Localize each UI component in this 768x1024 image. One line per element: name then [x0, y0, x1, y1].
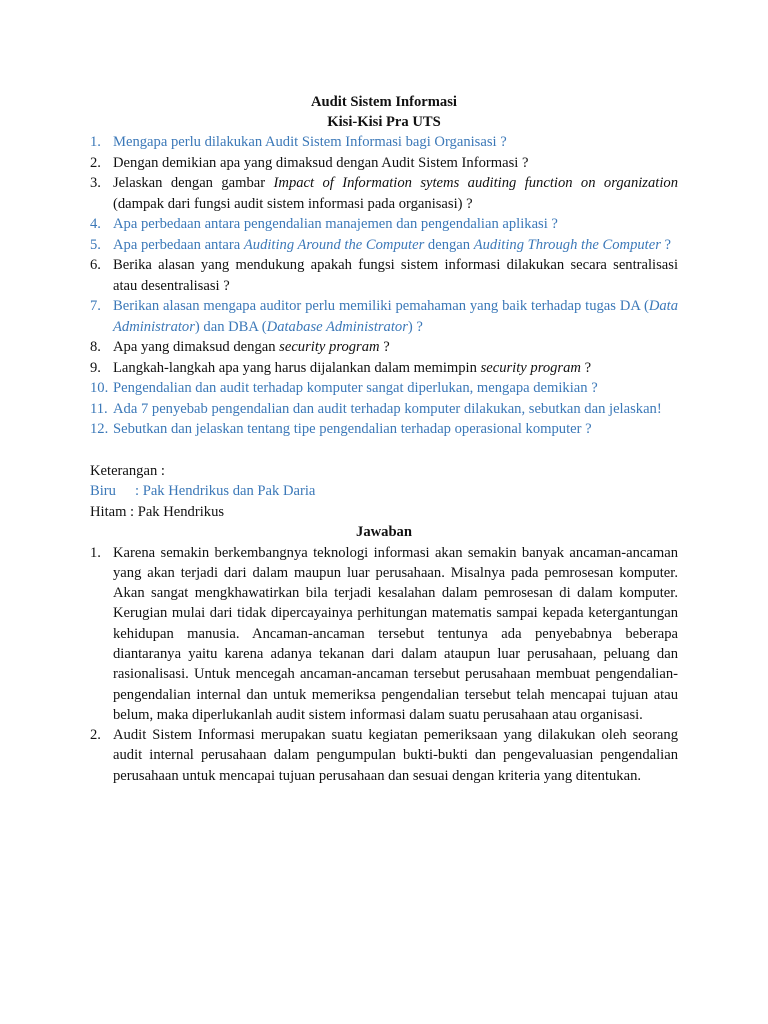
question-text: Apa yang dimaksud dengan	[113, 339, 280, 355]
question-text: ?	[379, 339, 390, 355]
question-text: security program	[279, 339, 380, 355]
question-number: 8.	[90, 339, 101, 355]
question-text: dengan	[424, 236, 474, 253]
question-number: 4.	[90, 216, 101, 232]
question-text: Sebutkan dan jelaskan tentang tipe pengendalian terhadap operasional komputer ?	[113, 421, 592, 437]
legend-black-value: : Pak Hendrikus	[130, 503, 225, 520]
question-text: Data Administrator	[113, 298, 678, 335]
question-item	[90, 173, 678, 214]
answer-item	[90, 725, 678, 786]
legend-blue-key: Biru	[90, 483, 116, 499]
question-item	[90, 358, 678, 379]
question-text: Auditing Around the Computer	[243, 236, 425, 253]
question-number: 5.	[90, 236, 101, 253]
answer-number: 2.	[90, 727, 101, 744]
question-number: 2.	[90, 154, 101, 171]
legend-heading: Keterangan :	[90, 462, 165, 479]
legend-blue-row	[90, 481, 678, 502]
question-item	[90, 153, 678, 174]
legend-black-row	[90, 502, 678, 523]
question-number: 12.	[90, 421, 109, 437]
question-item	[90, 337, 678, 358]
question-text: ) ?	[407, 318, 423, 335]
document-subtitle: Kisi-Kisi Pra UTS	[327, 114, 441, 130]
question-item	[90, 296, 678, 337]
question-text: Berikan alasan mengapa auditor perlu memiliki pemahaman yang baik terhadap tugas DA (	[113, 298, 649, 314]
question-item	[90, 399, 678, 420]
question-text: security program	[480, 359, 581, 376]
question-item	[90, 235, 678, 256]
answer-list	[90, 543, 678, 787]
question-list	[90, 132, 678, 440]
question-number: 1.	[90, 134, 101, 150]
question-text: Auditing Through the Computer	[473, 236, 661, 253]
legend-black-key: Hitam	[90, 503, 127, 520]
question-number: 6.	[90, 257, 101, 273]
question-text: Apa perbedaan antara pengendalian manajemen dan pengendalian aplikasi ?	[113, 216, 558, 232]
question-item	[90, 419, 678, 440]
question-item	[90, 255, 678, 296]
question-number: 11.	[90, 400, 108, 417]
question-number: 3.	[90, 175, 101, 191]
question-text: Impact of Information sytems auditing function on organization	[273, 175, 678, 191]
question-number: 9.	[90, 359, 101, 376]
question-text: Langkah-langkah apa yang harus dijalankan dalam memimpin	[113, 359, 481, 376]
question-text: Jelaskan dengan gambar	[113, 175, 274, 191]
question-item	[90, 132, 678, 153]
document-page	[90, 92, 678, 786]
question-text: ?	[580, 359, 592, 376]
legend-blue-value: : Pak Hendrikus dan Pak Daria	[135, 483, 316, 499]
answer-text: Audit Sistem Informasi merupakan suatu kegiatan pemeriksaan yang dilakukan oleh seorang audit internal perusahaan dalam pengumpulan bukti-bukti dan pengevaluasian pengendalian perusahaan untuk mencapai tujuan perusahaan dan sesuai dengan kriteria yang ditentukan.	[113, 727, 678, 784]
question-item	[90, 378, 678, 399]
answers-heading: Jawaban	[356, 524, 412, 540]
question-number: 7.	[90, 298, 101, 314]
question-text: ) dan DBA (	[194, 318, 267, 335]
question-number: 10.	[90, 380, 109, 396]
answer-text: Karena semakin berkembangnya teknologi informasi akan semakin banyak ancaman-ancaman yang akan terjadi dari dalam maupun luar perusahaan. Misalnya pada pemrosesan komputer. Akan sangat mengkhawatirkan bila terjadi kesalahan dalam pemrosesan di dalam komputer. Kerugian mulai dari tidak dipercayainya perhitungan matematis sampai kepada ketergantungan kehidupan manusia. Ancaman-ancaman tersebut tentunya ada penyebabnya beberapa diantaranya yaitu karena adanya tekanan dari dalam ataupun luar perusahaan, peluang dan rasionalisasi. Untuk mencegah ancaman-ancaman tersebut perusahaan membuat pengendalian-pengendalian internal dan untuk memeriksa pengendalian tersebut telah mencapai tujuan atau belum, maka diperlukanlah audit sistem informasi dalam suatu perusahaan atau organisasi.	[113, 544, 678, 723]
answer-number: 1.	[90, 544, 101, 561]
question-text: (dampak dari fungsi audit sistem informasi pada organisasi) ?	[113, 195, 473, 212]
question-text: Pengendalian dan audit terhadap komputer sangat diperlukan, mengapa demikian ?	[113, 380, 598, 396]
question-text: Berika alasan yang mendukung apakah fungsi sistem informasi dilakukan secara sentralisasi atau desentralisasi ?	[113, 257, 678, 294]
question-text: Mengapa perlu dilakukan Audit Sistem Informasi bagi Organisasi ?	[113, 134, 507, 150]
question-item	[90, 214, 678, 235]
answer-item	[90, 543, 678, 726]
question-text: Apa perbedaan antara	[113, 236, 244, 253]
legend	[90, 461, 678, 523]
question-text: Dengan demikian apa yang dimaksud dengan Audit Sistem Informasi ?	[113, 154, 529, 171]
question-text: Database Administrator	[266, 318, 408, 335]
document-title: Audit Sistem Informasi	[311, 94, 457, 110]
question-text: Ada 7 penyebab pengendalian dan audit terhadap komputer dilakukan, sebutkan dan jelaskan!	[113, 400, 662, 417]
question-text: ?	[660, 236, 672, 253]
